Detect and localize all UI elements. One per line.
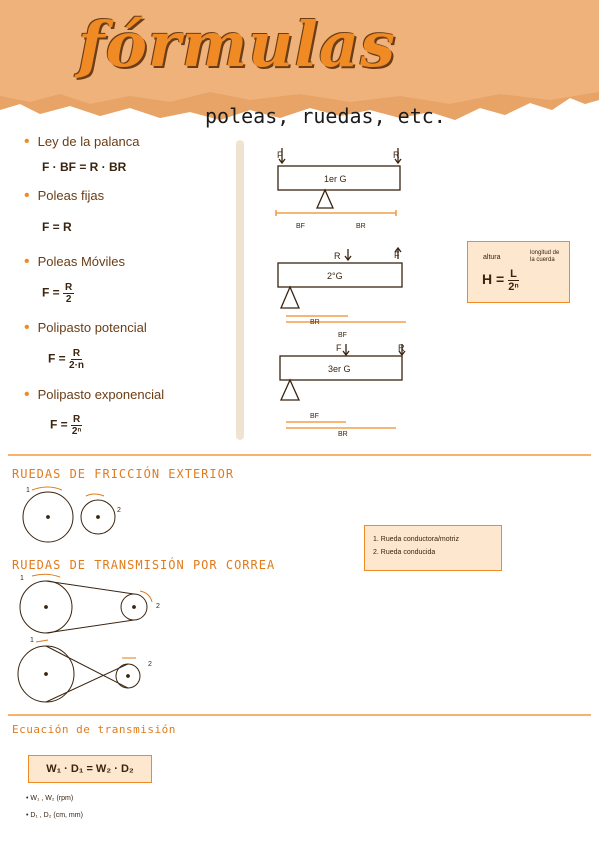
mobile-pulley-formula <box>42 282 74 305</box>
lever-law-formula: F · BF = R · BR <box>42 160 127 174</box>
lever2-left-force: R <box>334 251 341 261</box>
belt-title: RUEDAS DE TRANSMISIÓN POR CORREA <box>12 558 276 572</box>
page-title: fórmulas <box>78 8 396 81</box>
open-belt-wheel-2-label: 2 <box>156 603 160 610</box>
height-num: L <box>510 268 517 280</box>
exponential-tackle-title: • Polipasto exponencial <box>24 386 164 404</box>
lever2-right-force: F <box>394 250 400 260</box>
height-den: 2ⁿ <box>508 281 519 293</box>
friction-wheel-1-label: 1 <box>26 487 30 494</box>
length-label: longitud de la cuerda <box>530 250 560 263</box>
lever-law-title: • Ley de la palanca <box>24 133 140 151</box>
lever2-fulcrum <box>281 287 299 308</box>
column-separator <box>236 140 244 440</box>
equation-title: Ecuación de transmisión <box>12 723 176 736</box>
friction-title: RUEDAS DE FRICCIÓN EXTERIOR <box>12 467 235 481</box>
crossed-belt-wheel-1-label: 1 <box>30 637 34 644</box>
lever1-arm2: BR <box>356 223 366 230</box>
exponential-tackle-formula <box>50 414 82 437</box>
mobile-pulley-num: R <box>65 282 73 293</box>
lever1-arm1: BF <box>296 223 305 230</box>
open-belt-wheel-1-label: 1 <box>20 575 24 582</box>
equation-formula: W₁ · D₁ = W₂ · D₂ <box>46 763 134 775</box>
exponential-tackle-den: 2ⁿ <box>71 426 82 437</box>
crossed-belt-wheel-2-label: 2 <box>148 661 152 668</box>
fixed-pulley-formula: F = R <box>42 220 72 234</box>
friction-wheels <box>18 484 128 550</box>
lever2-arm2: BF <box>338 332 347 339</box>
wheel-legend-box <box>364 525 502 571</box>
potential-tackle-title: • Polipasto potencial <box>24 319 147 337</box>
lever2-label: 2°G <box>327 271 343 281</box>
section-divider-1 <box>8 454 591 456</box>
lever3-arm1: BF <box>310 413 319 420</box>
lever3-fulcrum <box>281 380 299 400</box>
equation-note-1: • W₁ , W₂ (rpm) <box>26 795 74 802</box>
lever2-arm1: BR <box>310 319 320 326</box>
exponential-tackle-lhs: F = <box>50 417 68 432</box>
friction-wheel-2-label: 2 <box>117 507 121 514</box>
height-lhs: H = <box>482 271 505 288</box>
page-subtitle: poleas, ruedas, etc. <box>205 104 446 128</box>
potential-tackle-den: 2·n <box>69 360 85 371</box>
mobile-pulley-den: 2 <box>65 294 72 305</box>
lever1-right-force: R <box>393 150 400 160</box>
potential-tackle-lhs: F = <box>48 351 66 366</box>
equation-box <box>28 755 152 783</box>
legend-item-2: 2. Rueda conducida <box>373 549 436 556</box>
exponential-tackle-num: R <box>73 414 81 425</box>
lever3-arm2: BR <box>338 431 348 438</box>
lever1-left-force: F <box>277 150 283 160</box>
lever1-label: 1er G <box>324 174 347 184</box>
lever-diagrams <box>268 146 418 442</box>
potential-tackle-num: R <box>72 348 81 359</box>
lever3-right-force: R <box>398 343 405 353</box>
legend-item-1: 1. Rueda conductora/motriz <box>373 536 459 543</box>
lever3-label: 3er G <box>328 364 351 374</box>
lever1-fulcrum <box>317 190 333 208</box>
height-formula <box>482 268 519 293</box>
equation-note-2: • D₁ , D₂ (cm, mm) <box>26 812 83 819</box>
potential-tackle-formula <box>48 348 84 371</box>
lever3-left-force: F <box>336 343 342 353</box>
height-label: altura <box>483 254 501 261</box>
mobile-pulley-title: • Poleas Móviles <box>24 253 125 271</box>
section-divider-2 <box>8 714 591 716</box>
fixed-pulley-title: • Poleas fijas <box>24 187 104 205</box>
mobile-pulley-lhs: F = <box>42 285 60 300</box>
height-formula-box <box>467 241 570 303</box>
belt-wheels <box>12 572 172 710</box>
